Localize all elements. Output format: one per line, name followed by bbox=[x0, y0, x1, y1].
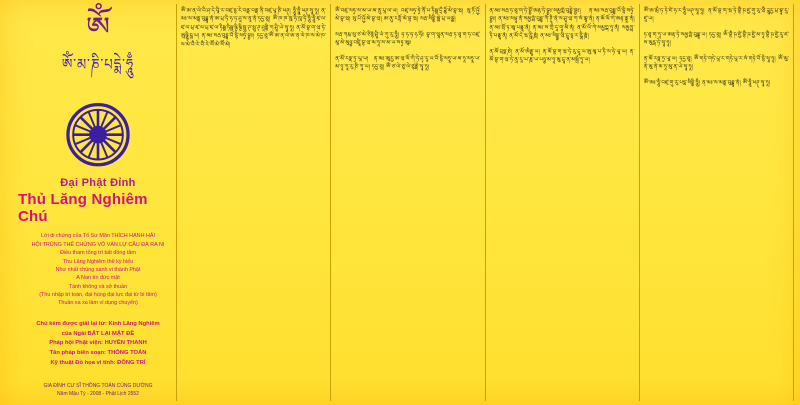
footer-line: GIA ĐÌNH CƯ SĨ THÔNG TOÁN CÚNG DƯỜNG bbox=[43, 383, 153, 390]
credit-line: HỘI TRÙNG THẾ CHỨNG VÔ VÀN LỰ CẦU ĐÀ RA NI bbox=[31, 241, 165, 248]
page-title: Thủ Lăng Nghiêm Chú bbox=[18, 191, 148, 226]
text-column-2 bbox=[330, 4, 484, 401]
credit-line: Thu Lăng Nghiêm thể kỳ hiếu bbox=[62, 258, 134, 265]
paragraph: ན་མཿ་སརྦ་ཏ་ཐཱ་ག་ཏེ་བྷྱོ་ཨརྷ་ཏེ་བྷྱཿ་སམྱཀྶཾ་བུདྡྷེ་བྷྱཿ། ན་མཿ་སརྦ་བུདྡྷ་བོ་དྷི་སཏྭེ་བྷྱཿ། ན་མཿ་སཔྟཱ་ནཾ་སམྱཀྶཾ་བུདྡྷ་ཀོ་ཊཱི་ནཾ་ས་ཤྲཱ་ཝ་ཀ་སཾ་གྷཱ་ནཾ། ན་མོ་ལོ་ཀེ་ཨརྷ་ནྟཱ་ནཾ། ན་མཿ་སྲོ་ཏ་ཨཱ་པནྣཱ་ནཾ། ན་མཿ་ས་ཀྲྀ་དཱ་གཱ་མི་ནཾ། ན་མོ་ལོ་ཀེ་སམྱཀྒ་ཏཱ་ནཾ། སམྱཀྤྲ་ཏི་པནྣཱ་ནཾ། ན་མོ་དེ་ཝ་རྵཱི་ཎཱཾ། ན་མཿ་སིདྡྷྱ་ཝི་དྱཱ་དྷ་ར་རྵཱི་ཎཱཾ། bbox=[489, 8, 635, 40]
paragraph: ཨོཾ་བཛྲ་སཏྭ་ས་མ་ཡ་མ་ནུ་པཱ་ལ་ཡ། བཛྲ་སཏྭ་ཏྭེ་ནོ་པ་ཏིཥྛ་དྲྀ་ཌྷོ་མེ་བྷ་ཝ། སུ་ཏོ་ཥྱོ་མེ་བྷ་ཝ། སུ་པོ་ཥྱོ་མེ་བྷ་ཝ། ཨ་ནུ་རཀྟོ་མེ་བྷ་ཝ། སརྦ་སིདྡྷི་མྨེ་པྲ་ཡཙྪ། bbox=[335, 8, 481, 23]
lantsa-mantra-text: ཨོཾ་མ་ཎི་པདྨེ་ཧཱུྃ bbox=[61, 54, 135, 74]
credit-line: Lời di chứng của Tổ Sư Mãn THÍCH HẠNH HẢI bbox=[41, 233, 155, 240]
credit-line: A Nan tín đức mật bbox=[76, 275, 120, 282]
text-column-3 bbox=[485, 4, 639, 401]
paragraph: སརྦ་ཀརྨ་སུ་ཙ་མེ་ཙིཏྟཾ་ཤྲཱི་ཡཾ་ཀུ་རུ་ཧཱུྃ། ཧ་ཧ་ཧ་ཧ་ཧོཿ བྷ་ག་ཝཱན་སརྦ་ཏ་ཐཱ་ག་ཏ་བཛྲ་མཱ་མེ་མུཉྩ་བཛྲཱི་བྷ་ཝ་མ་ཧཱ་ས་མ་ཡ་སཏྭ་ཨཱཿ bbox=[335, 31, 481, 47]
dedication-line: Tân pháp biên soạn: THÔNG TOÁN bbox=[49, 350, 147, 357]
paragraph: ཏ་ཐཱ་ག་ཏཱ་ཡ་ཨརྷ་ཏེ་སམྱཀྶཾ་བུདྡྷཱ་ཡ། ཏདྱ་ཐཱ། ཨོཾ་བྷཻ་ཥ་ཛྱེ་བྷཻ་ཥ་ཛྱེ་མ་ཧཱ་བྷཻ་ཥ་ཛྱེ་རཱ་ཛ་ས་མུདྒ་ཏེ་སྭཱ་ཧཱ། bbox=[643, 31, 789, 47]
paragraph: ཨོཾ་ཨཿ་ཧཱུྃ་བཛྲ་གུ་རུ་པདྨ་སིདྡྷི་ཧཱུྃ། ན་མཿ་ས་མནྟ་བུདྡྷཱ་ནཾ། ཨོཾ་ཧཱུྃ་ཕཊ྄་སྭཱ་ཧཱ། bbox=[643, 79, 771, 86]
credits-block bbox=[20, 232, 176, 307]
dedication-line: Pháp hội Phật viện: HUYỀN THANH bbox=[49, 340, 147, 347]
paragraph: ན་མོ་རཏྣ་ཏྲ་ཡཱ་ཡ། ཏདྱ་ཐཱ། ཨོཾ་གཏེ་གཏེ་པཱ་ར་གཏེ་པཱ་ར་སཾ་གཏེ་བོ་དྷི་སྭཱ་ཧཱ། ཨོཾ་མུ་ནེ་མུ་ནེ་མ་ཧཱ་མུ་ན་ཡེ་སྭཱ་ཧཱ། bbox=[643, 55, 789, 71]
credit-line: Như nhất chúng sanh vi thành Phật bbox=[55, 266, 141, 273]
paragraph: ན་མོ་བྲཧྨ་ཎེ། ན་མོ་ཨིནྡྲཱ་ཡ། ན་མོ་བྷ་ག་ཝ་ཏེ་རུ་དྲཱ་ཡ་ཨུ་མཱ་པ་ཏི་ས་ཧེ་ཡཱ་ཡ། ན་མོ་བྷ་ག་ཝ་ཏེ་ནཱ་རཱ་ཡ་ཎཱ་ཡ་པཉྩ་མ་ཧཱ་མུ་དྲཱ་ན་མསྐྲྀ་ཏཱ་ཡ། bbox=[489, 48, 635, 64]
credit-line: Điều tham tổng trì bất đồng tâm bbox=[60, 250, 136, 257]
dedication-block bbox=[20, 320, 176, 369]
dedication-line: Kỹ thuật Đồ họa vi tính: ĐÔNG TRÍ bbox=[50, 360, 146, 367]
paragraph: ན་མོ་རཏྣ་ཏྲ་ཡཱ་ཡ། ན་མཿ་ཨཱརྱ་ཨ་ཝ་ལོ་ཀི་ཏེ་ཤྭ་རཱ་ཡ་བོ་དྷི་སཏྭཱ་ཡ་མ་ཧཱ་སཏྭཱ་ཡ་མ་ཧཱ་ཀཱ་རུ་ཎི་ཀཱ་ཡ། ཏདྱ་ཐཱ། ཨོཾ་ཙ་ལེ་ཙུ་ལེ་ཙུནྡེ་སྭཱ་ཧཱ། bbox=[335, 55, 481, 71]
text-column-4 bbox=[639, 4, 794, 401]
dedication-line: Chú kèm được giải lại từ: Kinh Lăng Nghiêm bbox=[36, 320, 160, 327]
text-column-1 bbox=[176, 4, 330, 401]
paragraph: ཨོཾ་ཨ་མྲྀ་ཏ་ཏེ་ཛེ་ཧ་ར་ཧཱུྃ་ཕཊ྄་སྭཱ་ཧཱ། ན་མོ་བྷ་ག་ཝ་ཏེ་བྷཻ་ཥ་ཛྱ་གུ་རུ་ཝཻ་ཌཱུརྱ་པྲ་བྷཱ་རཱ་ཛཱ་ཡ། bbox=[643, 8, 789, 23]
footer-block bbox=[19, 383, 177, 398]
paragraph: ཨོཾ་ཨ་ན་ལེ་བི་ཤ་དེ་བཱི་ར་བཛྲ་དྷ་རེ་བནྡ་བནྡ་ནི་བཛྲ་པཱ་ཎི་ཕཊ྄། ཧཱུྃ་ཏྲཱུྃ་ཕཊ྄་སྭཱ་ཧཱ། ན་མཿ་ས་མནྟ་བུདྡྷཱ་ནཾ་ཨ་པྲ་ཏི་ཧ་ཏ་ཤཱ་ས་ནཱ་ནཾ་ཏདྱ་ཐཱ། ཨོཾ་ཁ་ཁ་ཁཱ་ཧི་ཁཱ་ཧི་ཧཱུྃ་ཧཱུྃ་ཛྭ་ལ་ཛྭ་ལ་པྲ་ཛྭ་ལ་པྲ་ཛྭ་ལ་ཏིཥྛ་ཏིཥྛ་ཥྚྲི་ཥྚྲི་སྥུ་ཊ་སྥུ་ཊ་ཤཱནྟི་ཀ་ཤྲཱི་ཡེ་སྭཱ་ཧཱ། ན་མོ་བྷ་ག་ཝ་ཏེ་ཨུཥྞཱི་ཥཱ་ཡ། ན་མཿ་སརྦ་བུདྡྷ་བོ་དྷི་སཏྭེ་བྷྱཿ། ཏདྱ་ཐཱ་ཨོཾ་ཨ་ན་ལེ་ཨ་ན་ལེ་ཁ་ས་མེ་ཁ་ས་མེ་བཻ་རེ་བཻ་རེ་སཽ་མེ་སཽ་མེ། bbox=[181, 8, 327, 48]
credit-line: Thuần xa xa làm ví dụng chuyển) bbox=[58, 300, 138, 307]
left-panel bbox=[18, 6, 178, 398]
sutra-columns bbox=[176, 4, 794, 401]
credit-line: (Thu nhập trì toàn, đại hùng đại lực đại từ bi tâm) bbox=[39, 292, 157, 299]
credit-line: Tánh không và sở thuần bbox=[68, 283, 128, 290]
dharma-wheel-icon bbox=[59, 102, 137, 167]
title-small: Đại Phật Đỉnh bbox=[60, 177, 136, 190]
dedication-line: của Ngài BẤT LẠI MẬT ĐỀ bbox=[61, 330, 135, 337]
seed-syllable-icon: ཨོཾ bbox=[85, 11, 111, 45]
footer-line: Năm Mậu Tý - 2008 - Phật Lịch 2552 bbox=[57, 390, 139, 397]
